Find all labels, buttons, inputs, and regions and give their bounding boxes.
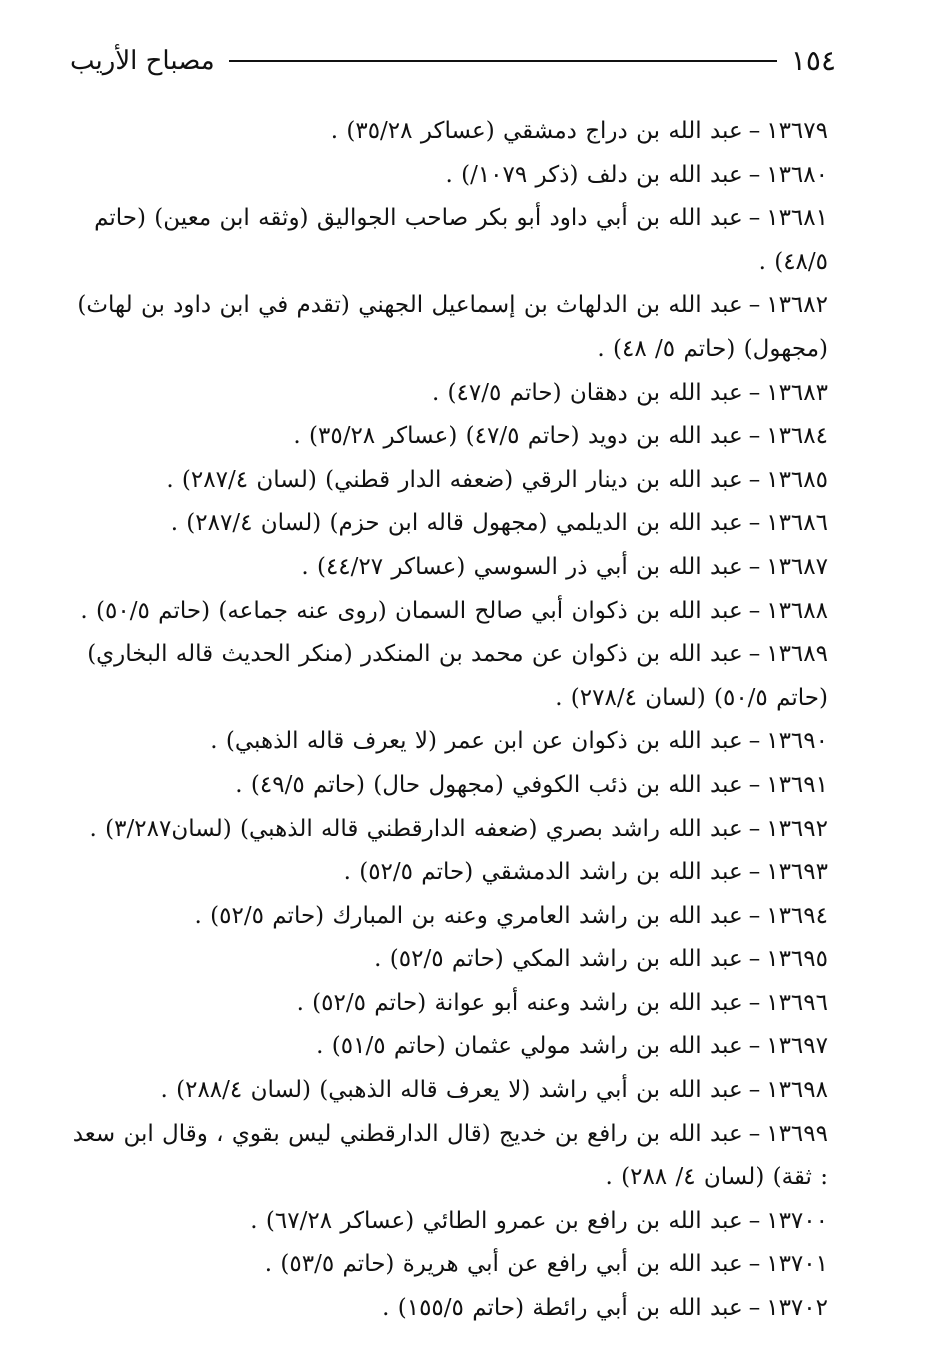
entry-text: عبد الله بن راشد المكي (حاتم ٥٢/٥) . bbox=[374, 946, 743, 973]
entry-dash: – bbox=[748, 161, 761, 188]
entry-text: عبد الله بن أبي راشد (لا يعرف قاله الذهبي) (لسان ٢٨٨/٤) . bbox=[160, 1077, 743, 1104]
entry-number: ١٣٦٨٩ bbox=[766, 641, 828, 668]
entry-dash: – bbox=[748, 292, 761, 319]
entry-dash: – bbox=[748, 423, 761, 450]
list-item bbox=[68, 546, 828, 590]
entry-number: ١٣٦٩٤ bbox=[766, 902, 828, 929]
entry-text: عبد الله بن دينار الرقي (ضعفه الدار قطني) (لسان ٢٨٧/٤) . bbox=[166, 466, 743, 493]
entry-number: ١٣٦٩٩ bbox=[766, 1120, 828, 1147]
list-item bbox=[68, 938, 828, 982]
entry-text: عبد الله بن دلف (ذكر ١٠٧٩/) . bbox=[445, 161, 743, 188]
entry-text: عبد الله بن راشد مولي عثمان (حاتم ٥١/٥) . bbox=[316, 1033, 743, 1060]
list-item bbox=[68, 1025, 828, 1069]
entry-number: ١٣٦٩٣ bbox=[766, 859, 828, 886]
list-item bbox=[68, 895, 828, 939]
entry-number: ١٣٦٩٠ bbox=[766, 728, 828, 755]
entry-text: عبد الله بن ذئب الكوفي (مجهول حال) (حاتم ٤٩/٥) . bbox=[235, 771, 743, 798]
list-item bbox=[68, 284, 828, 371]
entry-text: عبد الله بن أبي رائطة (حاتم ١٥٥/٥) . bbox=[382, 1295, 743, 1322]
list-item bbox=[68, 372, 828, 416]
list-item bbox=[68, 590, 828, 634]
entry-number: ١٣٧٠٠ bbox=[766, 1207, 828, 1234]
entry-dash: – bbox=[748, 1077, 761, 1104]
entry-number: ١٣٦٨٨ bbox=[766, 597, 828, 624]
entry-number: ١٣٦٩١ bbox=[766, 771, 828, 798]
book-title: مصباح الأريب bbox=[70, 46, 215, 76]
entry-number: ١٣٦٩٢ bbox=[766, 815, 828, 842]
entry-dash: – bbox=[748, 466, 761, 493]
entry-dash: – bbox=[748, 1251, 761, 1278]
entry-text: عبد الله بن أبي داود أبو بكر صاحب الجواليق (وثقه ابن معين) (حاتم ٤٨/٥) . bbox=[94, 205, 828, 275]
entry-dash: – bbox=[748, 771, 761, 798]
entry-dash: – bbox=[748, 205, 761, 232]
entry-text: عبد الله بن دويد (حاتم ٤٧/٥) (عساكر ٣٥/٢٨) . bbox=[293, 423, 743, 450]
list-item bbox=[68, 459, 828, 503]
entry-dash: – bbox=[748, 728, 761, 755]
entry-number: ١٣٦٩٨ bbox=[766, 1077, 828, 1104]
entry-text: عبد الله بن راشد العامري وعنه بن المبارك (حاتم ٥٢/٥) . bbox=[194, 902, 743, 929]
header-rule bbox=[229, 60, 777, 62]
entry-dash: – bbox=[748, 859, 761, 886]
entry-text: عبد الله بن راشد الدمشقي (حاتم ٥٢/٥) . bbox=[343, 859, 743, 886]
list-item bbox=[68, 197, 828, 284]
entry-dash: – bbox=[748, 1120, 761, 1147]
entry-number: ١٣٧٠١ bbox=[766, 1251, 828, 1278]
list-item bbox=[68, 110, 828, 154]
list-item bbox=[68, 764, 828, 808]
list-item bbox=[68, 633, 828, 720]
list-item bbox=[68, 502, 828, 546]
list-item bbox=[68, 720, 828, 764]
entry-dash: – bbox=[748, 902, 761, 929]
list-item bbox=[68, 1200, 828, 1244]
entry-text: عبد الله بن الديلمي (مجهول قاله ابن حزم) (لسان ٢٨٧/٤) . bbox=[170, 510, 743, 537]
entry-dash: – bbox=[748, 553, 761, 580]
entry-dash: – bbox=[748, 118, 761, 144]
list-item bbox=[68, 982, 828, 1026]
entry-dash: – bbox=[748, 597, 761, 624]
page-number: ١٥٤ bbox=[790, 44, 836, 77]
entry-number: ١٣٦٨٥ bbox=[766, 466, 828, 493]
entry-text: عبد الله بن ذكوان أبي صالح السمان (روى عنه جماعه) (حاتم ٥٠/٥) . bbox=[80, 597, 743, 624]
entry-number: ١٣٦٨٣ bbox=[766, 379, 828, 406]
entry-number: ١٣٧٠٢ bbox=[766, 1295, 828, 1322]
entry-number: ١٣٦٨٢ bbox=[766, 292, 828, 319]
entry-number: ١٣٦٧٩ bbox=[766, 118, 828, 144]
list-item bbox=[68, 1287, 828, 1331]
entry-text: عبد الله بن أبي رافع عن أبي هريرة (حاتم ٥٣/٥) . bbox=[264, 1251, 743, 1278]
entry-text: عبد الله بن رافع بن خديج (قال الدارقطني ليس بقوي ، وقال ابن سعد : ثقة) (لسان ٤/ ٢٨٨) . bbox=[72, 1120, 828, 1191]
entry-list bbox=[68, 110, 828, 1331]
entry-dash: – bbox=[748, 815, 761, 842]
entry-text: عبد الله بن دهقان (حاتم ٤٧/٥) . bbox=[431, 379, 743, 406]
entry-dash: – bbox=[748, 946, 761, 973]
entry-text: عبد الله بن راشد وعنه أبو عوانة (حاتم ٥٢/٥) . bbox=[296, 989, 743, 1016]
entry-text: عبد الله راشد بصري (ضعفه الدارقطني قاله الذهبي) (لسان٣/٢٨٧) . bbox=[89, 815, 743, 842]
entry-number: ١٣٦٩٧ bbox=[766, 1033, 828, 1060]
entry-text: عبد الله بن رافع بن عمرو الطائي (عساكر ٦٧/٢٨) . bbox=[250, 1207, 743, 1234]
entry-number: ١٣٦٨٠ bbox=[766, 161, 828, 188]
list-item bbox=[68, 851, 828, 895]
list-item bbox=[68, 1243, 828, 1287]
entry-dash: – bbox=[748, 379, 761, 406]
list-item bbox=[68, 808, 828, 852]
list-item bbox=[68, 1069, 828, 1113]
entry-number: ١٣٦٨١ bbox=[766, 205, 828, 232]
entry-text: عبد الله بن أبي ذر السوسي (عساكر ٤٤/٢٧) . bbox=[301, 553, 743, 580]
entry-number: ١٣٦٨٧ bbox=[766, 553, 828, 580]
entry-number: ١٣٦٨٦ bbox=[766, 510, 828, 537]
entry-dash: – bbox=[748, 1207, 761, 1234]
entry-number: ١٣٦٩٦ bbox=[766, 989, 828, 1016]
entry-text: عبد الله بن ذكوان عن محمد بن المنكدر (منكر الحديث قاله البخاري) (حاتم ٥٠/٥) (لسان ٢٧٨/٤) . bbox=[87, 641, 828, 711]
running-header bbox=[70, 38, 836, 84]
entry-dash: – bbox=[748, 510, 761, 537]
entry-dash: – bbox=[748, 989, 761, 1016]
entry-text: عبد الله بن الدلهاث بن إسماعيل الجهني (تقدم في ابن داود بن لهاث) (مجهول) (حاتم ٥/ ٤٨) . bbox=[77, 292, 828, 362]
entry-number: ١٣٦٨٤ bbox=[766, 423, 828, 450]
entry-text: عبد الله بن ذكوان عن ابن عمر (لا يعرف قاله الذهبي) . bbox=[210, 728, 743, 755]
list-item bbox=[68, 154, 828, 198]
list-item bbox=[68, 1113, 828, 1200]
list-item bbox=[68, 415, 828, 459]
entry-dash: – bbox=[748, 1295, 761, 1322]
entry-text: عبد الله بن دراج دمشقي (عساكر ٣٥/٢٨) . bbox=[330, 118, 743, 144]
entry-dash: – bbox=[748, 641, 761, 668]
entry-number: ١٣٦٩٥ bbox=[766, 946, 828, 973]
entry-dash: – bbox=[748, 1033, 761, 1060]
